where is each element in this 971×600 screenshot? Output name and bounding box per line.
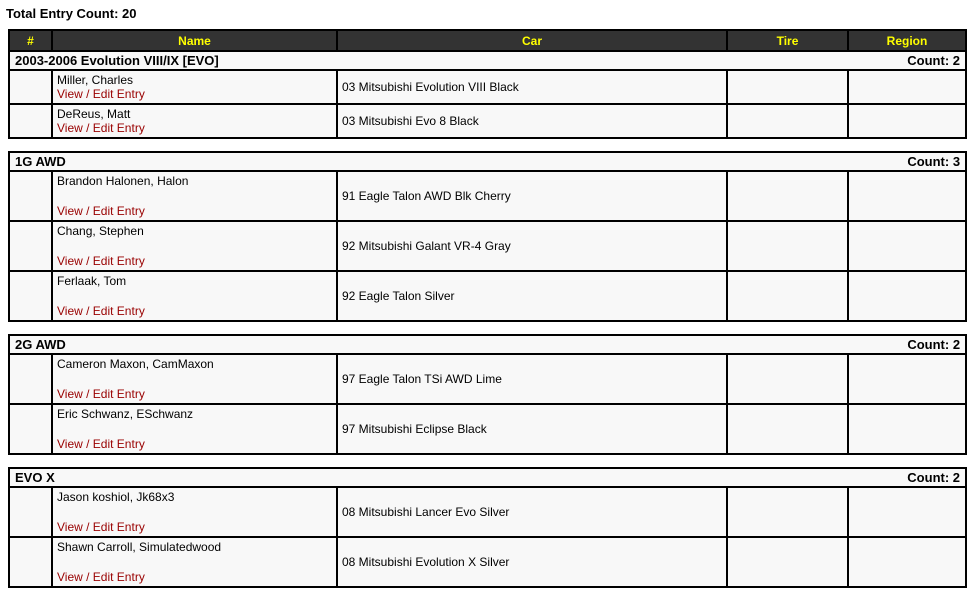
entry-name: Cameron Maxon, CamMaxon (57, 357, 214, 371)
entry-number-cell (9, 171, 52, 221)
entry-number-cell (9, 404, 52, 454)
group-label: 2G AWD (15, 337, 66, 352)
entry-car: 03 Mitsubishi Evo 8 Black (342, 114, 479, 128)
entries-table-1g-awd (8, 151, 967, 322)
group-header-row (9, 468, 966, 487)
entry-car: 08 Mitsubishi Lancer Evo Silver (342, 505, 510, 519)
entry-name: Brandon Halonen, Halon (57, 174, 189, 188)
entry-tire-cell (727, 221, 848, 271)
entry-region-cell (848, 171, 966, 221)
entry-region-cell (848, 354, 966, 404)
group-count: Count: 2 (907, 470, 961, 485)
view-edit-entry-link[interactable]: View / Edit Entry (57, 254, 145, 268)
view-edit-entry-link[interactable]: View / Edit Entry (57, 204, 145, 218)
entry-name: Jason koshiol, Jk68x3 (57, 490, 175, 504)
entry-region-cell (848, 104, 966, 138)
group-count: Count: 2 (907, 53, 960, 68)
entries-table-evo-x (8, 467, 967, 588)
entry-tire-cell (727, 171, 848, 221)
entry-tire-cell (727, 537, 848, 587)
group-header-row (9, 335, 966, 354)
column-header-region: Region (848, 30, 966, 51)
entry-name: Ferlaak, Tom (57, 274, 127, 288)
entry-name: Eric Schwanz, ESchwanz (57, 407, 194, 421)
entry-tire-cell (727, 70, 848, 104)
group-header-row (9, 152, 966, 171)
group-label: 1G AWD (15, 154, 66, 169)
table-row (9, 487, 966, 537)
entry-car: 92 Eagle Talon Silver (342, 289, 455, 303)
group-count: Count: 3 (907, 154, 961, 169)
entries-table-evo89 (8, 29, 967, 139)
entry-car: 92 Mitsubishi Galant VR-4 Gray (342, 239, 511, 253)
entry-number-cell (9, 354, 52, 404)
entries-table-2g-awd (8, 334, 967, 455)
entry-name: Miller, Charles (57, 73, 134, 87)
column-header-number: # (9, 30, 52, 51)
entry-region-cell (848, 537, 966, 587)
entry-number-cell (9, 221, 52, 271)
column-header-tire: Tire (727, 30, 848, 51)
page-title: Total Entry Count: 20 (6, 6, 137, 21)
entry-name: DeReus, Matt (57, 107, 131, 121)
view-edit-entry-link[interactable]: View / Edit Entry (57, 520, 145, 534)
view-edit-entry-link[interactable]: View / Edit Entry (57, 570, 145, 584)
table-row (9, 171, 966, 221)
table-row (9, 354, 966, 404)
entry-tire-cell (727, 404, 848, 454)
group-label: 2003-2006 Evolution VIII/IX [EVO] (15, 53, 219, 68)
entry-number-cell (9, 487, 52, 537)
entry-car: 08 Mitsubishi Evolution X Silver (342, 555, 510, 569)
column-header-row (9, 30, 966, 51)
table-row (9, 104, 966, 138)
entry-region-cell (848, 271, 966, 321)
view-edit-entry-link[interactable]: View / Edit Entry (57, 121, 145, 135)
entry-tire-cell (727, 487, 848, 537)
table-row (9, 404, 966, 454)
entry-number-cell (9, 70, 52, 104)
entry-tire-cell (727, 271, 848, 321)
view-edit-entry-link[interactable]: View / Edit Entry (57, 87, 145, 101)
view-edit-entry-link[interactable]: View / Edit Entry (57, 387, 145, 401)
table-row (9, 221, 966, 271)
entry-region-cell (848, 487, 966, 537)
entry-car: 97 Eagle Talon TSi AWD Lime (342, 372, 502, 386)
view-edit-entry-link[interactable]: View / Edit Entry (57, 437, 145, 451)
group-label: EVO X (15, 470, 55, 485)
entry-number-cell (9, 104, 52, 138)
entry-region-cell (848, 70, 966, 104)
table-row (9, 537, 966, 587)
table-row (9, 70, 966, 104)
view-edit-entry-link[interactable]: View / Edit Entry (57, 304, 145, 318)
group-count: Count: 2 (907, 337, 961, 352)
entry-car: 97 Mitsubishi Eclipse Black (342, 422, 487, 436)
entry-car: 03 Mitsubishi Evolution VIII Black (342, 80, 519, 94)
entry-tire-cell (727, 104, 848, 138)
group-header-row (9, 51, 966, 70)
column-header-car: Car (337, 30, 727, 51)
table-row (9, 271, 966, 321)
entry-name: Chang, Stephen (57, 224, 144, 238)
entry-tire-cell (727, 354, 848, 404)
entry-region-cell (848, 221, 966, 271)
entry-number-cell (9, 537, 52, 587)
entry-car: 91 Eagle Talon AWD Blk Cherry (342, 189, 511, 203)
entry-number-cell (9, 271, 52, 321)
entry-region-cell (848, 404, 966, 454)
column-header-name: Name (52, 30, 337, 51)
entry-name: Shawn Carroll, Simulatedwood (57, 540, 222, 554)
